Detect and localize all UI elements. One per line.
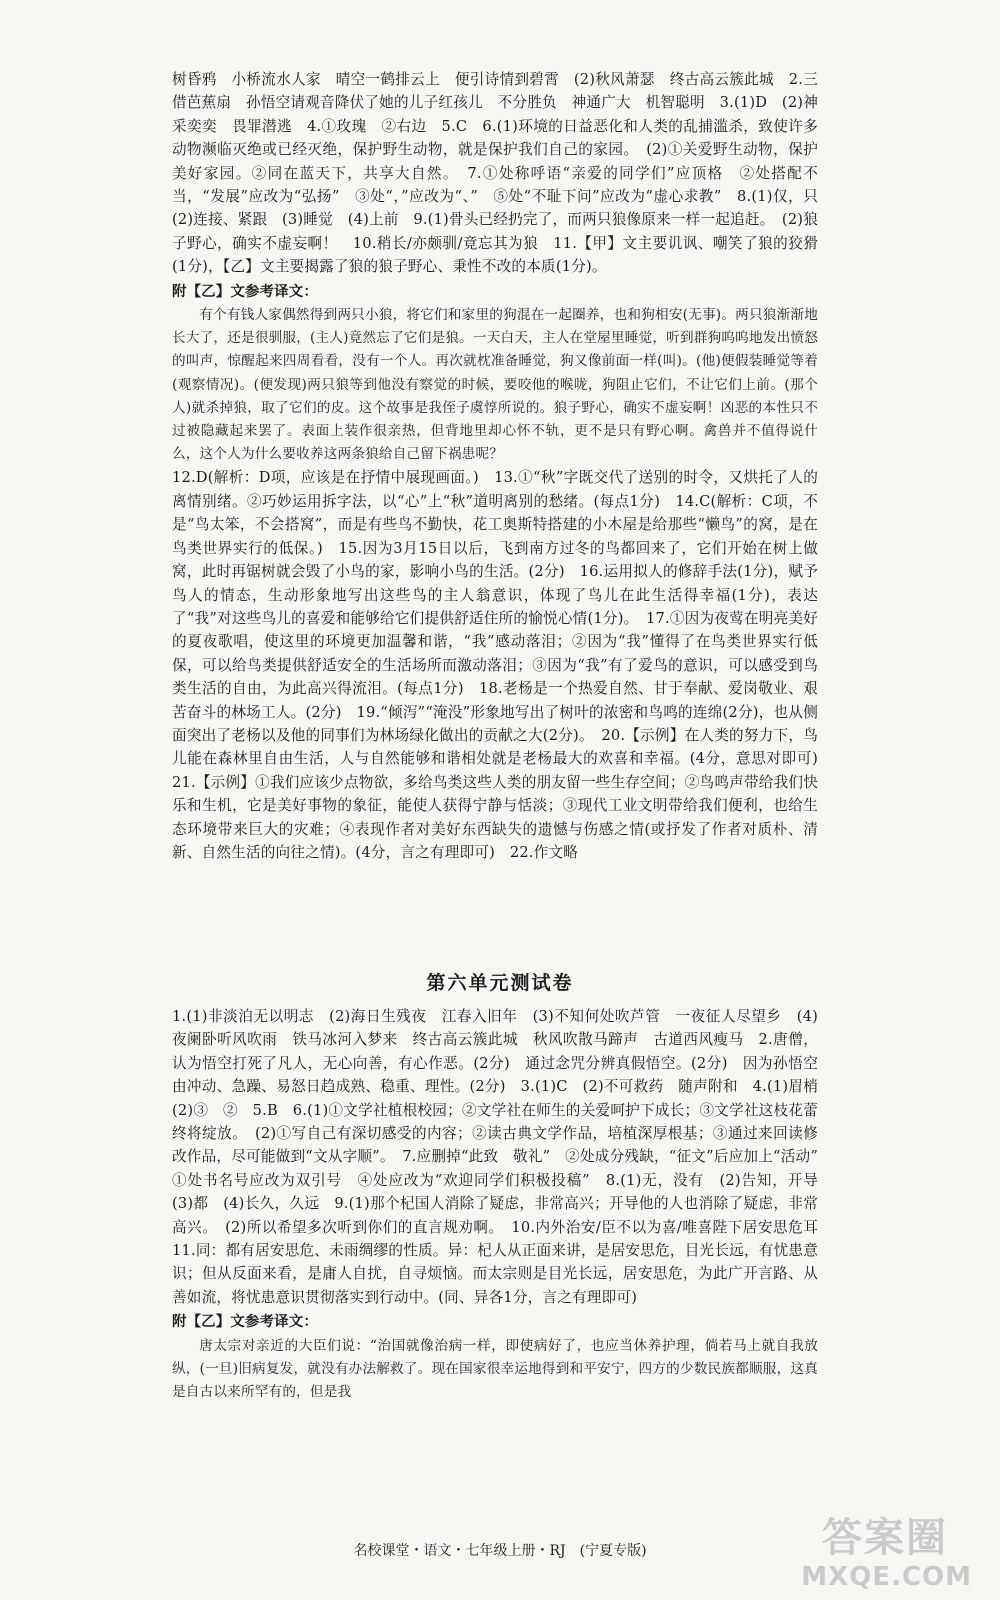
- unit6-appendix-title: 附【乙】文参考译文：: [172, 1314, 318, 1331]
- unit6-translation: 唐太宗对亲近的大臣们说：“治国就像治病一样，即使病好了，也应当休养护理，倘若马上就自我放纵，(一旦)旧病复发，就没有办法解救了。现在国家很幸运地得到和平安宁，四方的少数民族都顺服，这真是自古以来所罕有的，但是我: [172, 1337, 818, 1401]
- page-footer: 名校课堂・语文・七年级上册・RJ (宁夏专版): [353, 1543, 647, 1559]
- unit5-answers-continued: 12.D(解析：D项，应该是在抒情中展现画面。) 13.①“秋”字既交代了送别的时令，又烘托了人的离情别绪。②巧妙运用拆字法，以“心”上“秋”道明离别的愁绪。(每点1分) 14.C(解析：C项，不是“鸟太笨，不会搭窝”，而是有些鸟不勤快，花工奥斯特搭建的小木屋是给那些“懒鸟”的窝，是在鸟类世界实行的低保。) 15.因为3月15日以后，飞到南方过冬的鸟都回来了，它们开始在树上做窝，此时再锯树就会毁了小鸟的家，影响小鸟的生活。(2分) 16.运用拟人的修辞手法(1分)，赋予鸟人的情态，生动形象地写出这些鸟的主人翁意识，体现了鸟儿在此生活得幸福(1分)，表达了“我”对这些鸟儿的喜爱和能够给它们提供舒适住所的愉悦心情(1分)。 17.①因为夜莺在明亮美好的夏夜歌唱，使这里的环境更加温馨和谐，“我”感动落泪；②因为“我”懂得了在鸟类世界实行低保，可以给鸟类提供舒适安全的生活场所而激动落泪；③因为“我”有了爱鸟的意识，可以感受到鸟类生活的自由，为此高兴得流泪。(每点1分) 18.老杨是一个热爱自然、甘于奉献、爱岗敬业、艰苦奋斗的林场工人。(2分) 19.“倾泻”“淹没”形象地写出了树叶的浓密和鸟鸣的连绵(2分)，也从侧面突出了老杨以及他的同事们为林场绿化做出的贡献之大(2分)。 20.【示例】在人类的努力下，鸟儿能在森林里自由生活，人与自然能够和谐相处就是老杨最大的欢喜和幸福。(4分，意思对即可) 21.【示例】①我们应该少点物欲，多给鸟类这些人类的朋友留一些生存空间；②鸟鸣声带给我们快乐和生机，它是美好事物的象征，能使人获得宁静与恬淡；③现代工业文明带给我们便利，也给生态环境带来巨大的灾难；④表现作者对美好东西缺失的遗憾与伤感之情(或抒发了作者对质朴、清新、自然生活的向往之情)。(4分，言之有理即可) 22.作文略: [172, 469, 833, 861]
- watermark-url: MXQE.COM: [801, 1562, 972, 1592]
- unit5-translation: 有个有钱人家偶然得到两只小狼，将它们和家里的狗混在一起圈养，也和狗相安(无事)。两只狼渐渐地长大了，还是很驯服，(主人)竟然忘了它们是狼。一天白天，主人在堂屋里睡觉，听到群狗呜呜地发出愤怒的叫声，惊醒起来四周看看，没有一个人。再次就枕准备睡觉，狗又像前面一样(叫)。(他)便假装睡觉等着(观察情况)。(便发现)两只狼等到他没有察觉的时候，要咬他的喉咙，狗阻止它们，不让它们上前。(那个人)就杀掉狼，取了它们的皮。这个故事是我侄子虞惇所说的。狼子野心，确实不虚妄啊！凶恶的本性只不过被隐藏起来罢了。表面上装作很亲热，但背地里却心怀不轨，更不是只有野心啊。禽兽并不值得说什么，这个人为什么要收养这两条狼给自己留下祸患呢？: [172, 307, 818, 463]
- unit5-answers: 树昏鸦 小桥流水人家 晴空一鹤排云上 便引诗情到碧霄 (2)秋风萧瑟 终古高云簇此城 2.三借芭蕉扇 孙悟空请观音降伏了她的儿子红孩儿 不分胜负 神通广大 机智聪明 3.(1)D (2)神采奕奕 畏罪潜逃 4.①玫瑰 ②右边 5.C 6.(1)环境的日益恶化和人类的乱捕滥杀，致使许多动物濒临灭绝或已经灭绝，保护野生动物，就是保护我们自己的家园。 (2)①关爱野生动物，保护美好家园。②同在蓝天下，共享大自然。 7.①处称呼语“亲爱的同学们”应顶格 ②处搭配不当，“发展”应改为“弘扬” ③处“，”应改为“、” ⑤处“不耻下问”应改为“虚心求教” 8.(1)仅，只 (2)连接、紧跟 (3)睡觉 (4)上前 9.(1)骨头已经扔完了，而两只狼像原来一样一起追赶。 (2)狼子野心，确实不虚妄啊！ 10.稍长/亦颇驯/竟忘其为狼 11.【甲】文主要讥讽、嘲笑了狼的狡猾(1分)，【乙】文主要揭露了狼的狼子野心、秉性不改的本质(1分)。: [172, 71, 833, 276]
- watermark-logo: 答案圈: [822, 1515, 948, 1561]
- unit6-answers: 1.(1)非淡泊无以明志 (2)海日生残夜 江春入旧年 (3)不知何处吹芦管 一夜征人尽望乡 (4)夜阑卧听风吹雨 铁马冰河入梦来 终古高云簇此城 秋风吹散马蹄声 古道西风瘦马 2.唐僧，认为悟空打死了凡人，无心向善，有心作恶。(2分) 通过念咒分辨真假悟空。(2分) 因为孙悟空由冲动、急躁、易怒日趋成熟、稳重、理性。(2分) 3.(1)C (2)不可救药 随声附和 4.(1)眉梢 (2)③ ② 5.B 6.(1)①文学社植根校园；②文学社在师生的关爱呵护下成长；③文学社这枝花蕾终将绽放。 (2)①写自己有深切感受的内容；②读古典文学作品，培植深厚根基；③通过来回读修改作品，尽可能做到“文从字顺”。 7.应删掉“此致 敬礼” ②处成分残缺，“征文”后应加上“活动” ①处书名号应改为双引号 ④处应改为“欢迎同学们积极投稿” 8.(1)无，没有 (2)告知，开导 (3)都 (4)长久，久远 9.(1)那个杞国人消除了疑虑，非常高兴；开导他的人也消除了疑虑，非常高兴。 (2)所以希望多次听到你们的直言规劝啊。 10.内外治安/臣不以为喜/唯喜陛下居安思危耳 11.同：都有居安思危、未雨绸缪的性质。异：杞人从正面来讲，是居安思危，目光长远，有忧患意识；但从反面来看，是庸人自扰，自寻烦恼。而太宗则是目光长远，居安思危，为此广开言路、从善如流，将忧患意识贯彻落实到行动中。(同、异各1分，言之有理即可): [172, 1008, 833, 1306]
- unit6-heading: 第六单元测试卷: [426, 972, 574, 994]
- unit5-answer-section: [172, 68, 833, 864]
- unit6-answer-section: [172, 1005, 833, 1404]
- unit5-appendix-title: 附【乙】文参考译文：: [172, 283, 318, 300]
